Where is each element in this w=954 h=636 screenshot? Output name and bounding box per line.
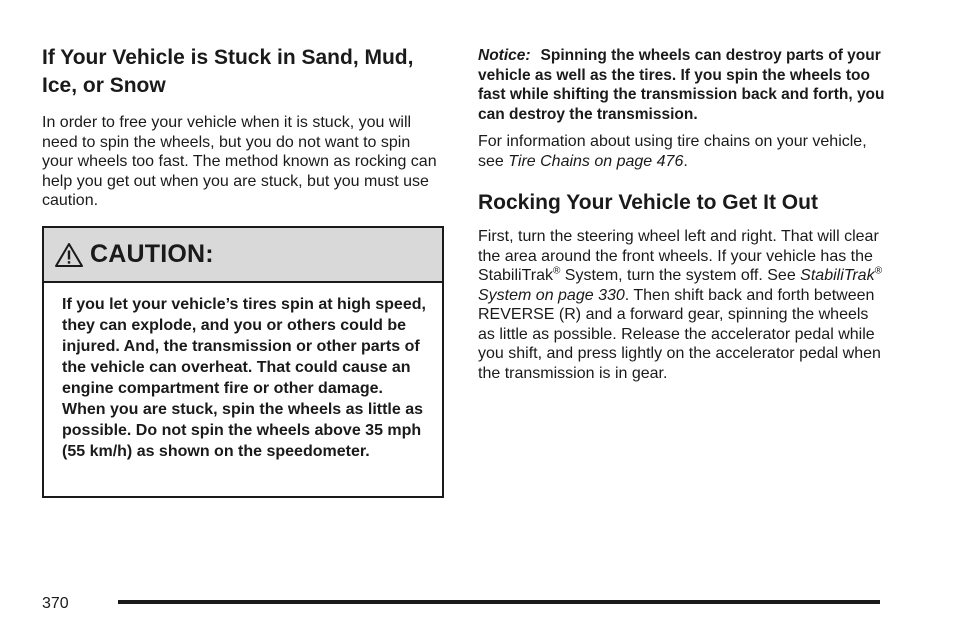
- rocking-text-1: First, turn the steering wheel left and right. That will clear the area around the front wheels. If your vehicle has the StabiliTrak: [478, 228, 879, 284]
- page-number: 370: [42, 595, 69, 612]
- tire-chains-paragraph: [478, 132, 888, 171]
- registered-mark: ®: [874, 265, 882, 277]
- rocking-text-3: . Then shift back and forth between REVERSE (R) and a forward gear, spinning the wheels as little as possible. Release the accelerator pedal while you shift, and press lightly on the accelerator pedal when the transmission is in gear.: [478, 286, 881, 382]
- tire-chains-suffix: .: [683, 152, 688, 170]
- stabilitrak-link-text: StabiliTrak: [800, 267, 875, 284]
- rocking-text-2: System, turn the system off. See: [560, 267, 801, 284]
- stuck-vehicle-paragraph: In order to free your vehicle when it is stuck, you will need to spin the wheels, but you do not want to spin your wheels too fast. The method known as rocking can help you get out when you are stuck, but you must use caution.: [42, 114, 437, 209]
- tire-chains-link[interactable]: Tire Chains on page 476: [508, 152, 684, 170]
- notice-label: Notice:: [478, 47, 531, 64]
- caution-header: [44, 228, 442, 283]
- footer-rule: [118, 600, 880, 604]
- notice-paragraph: [478, 46, 888, 124]
- caution-box: [42, 226, 444, 498]
- registered-mark: ®: [552, 265, 561, 277]
- caution-body: If you let your vehicle’s tires spin at high speed, they can explode, and you or others could be injured. And, the transmission or other parts of the vehicle can overheat. That could cause an engine compartment fire or other damage. When you are stuck, spin the wheels as little as possible. Do not spin the wheels above 35 mph (55 km/h) as shown on the speedometer.: [62, 296, 426, 460]
- rocking-paragraph: [478, 227, 888, 383]
- notice-text: Spinning the wheels can destroy parts of your vehicle as well as the tires. If you spin the wheels too fast while shifting the transmission back and forth, you can destroy the transmission.: [478, 47, 885, 123]
- tire-chains-prefix: For information about using tire chains on your vehicle, see: [478, 133, 867, 170]
- caution-title: CAUTION:: [90, 240, 214, 268]
- warning-triangle-icon: [54, 242, 84, 268]
- stuck-vehicle-heading: If Your Vehicle is Stuck in Sand, Mud, Ice, or Snow: [42, 46, 414, 97]
- rocking-heading: Rocking Your Vehicle to Get It Out: [478, 191, 818, 214]
- left-column: [42, 44, 444, 211]
- right-column: [478, 46, 888, 383]
- stabilitrak-link-page: System on page 330: [478, 286, 625, 304]
